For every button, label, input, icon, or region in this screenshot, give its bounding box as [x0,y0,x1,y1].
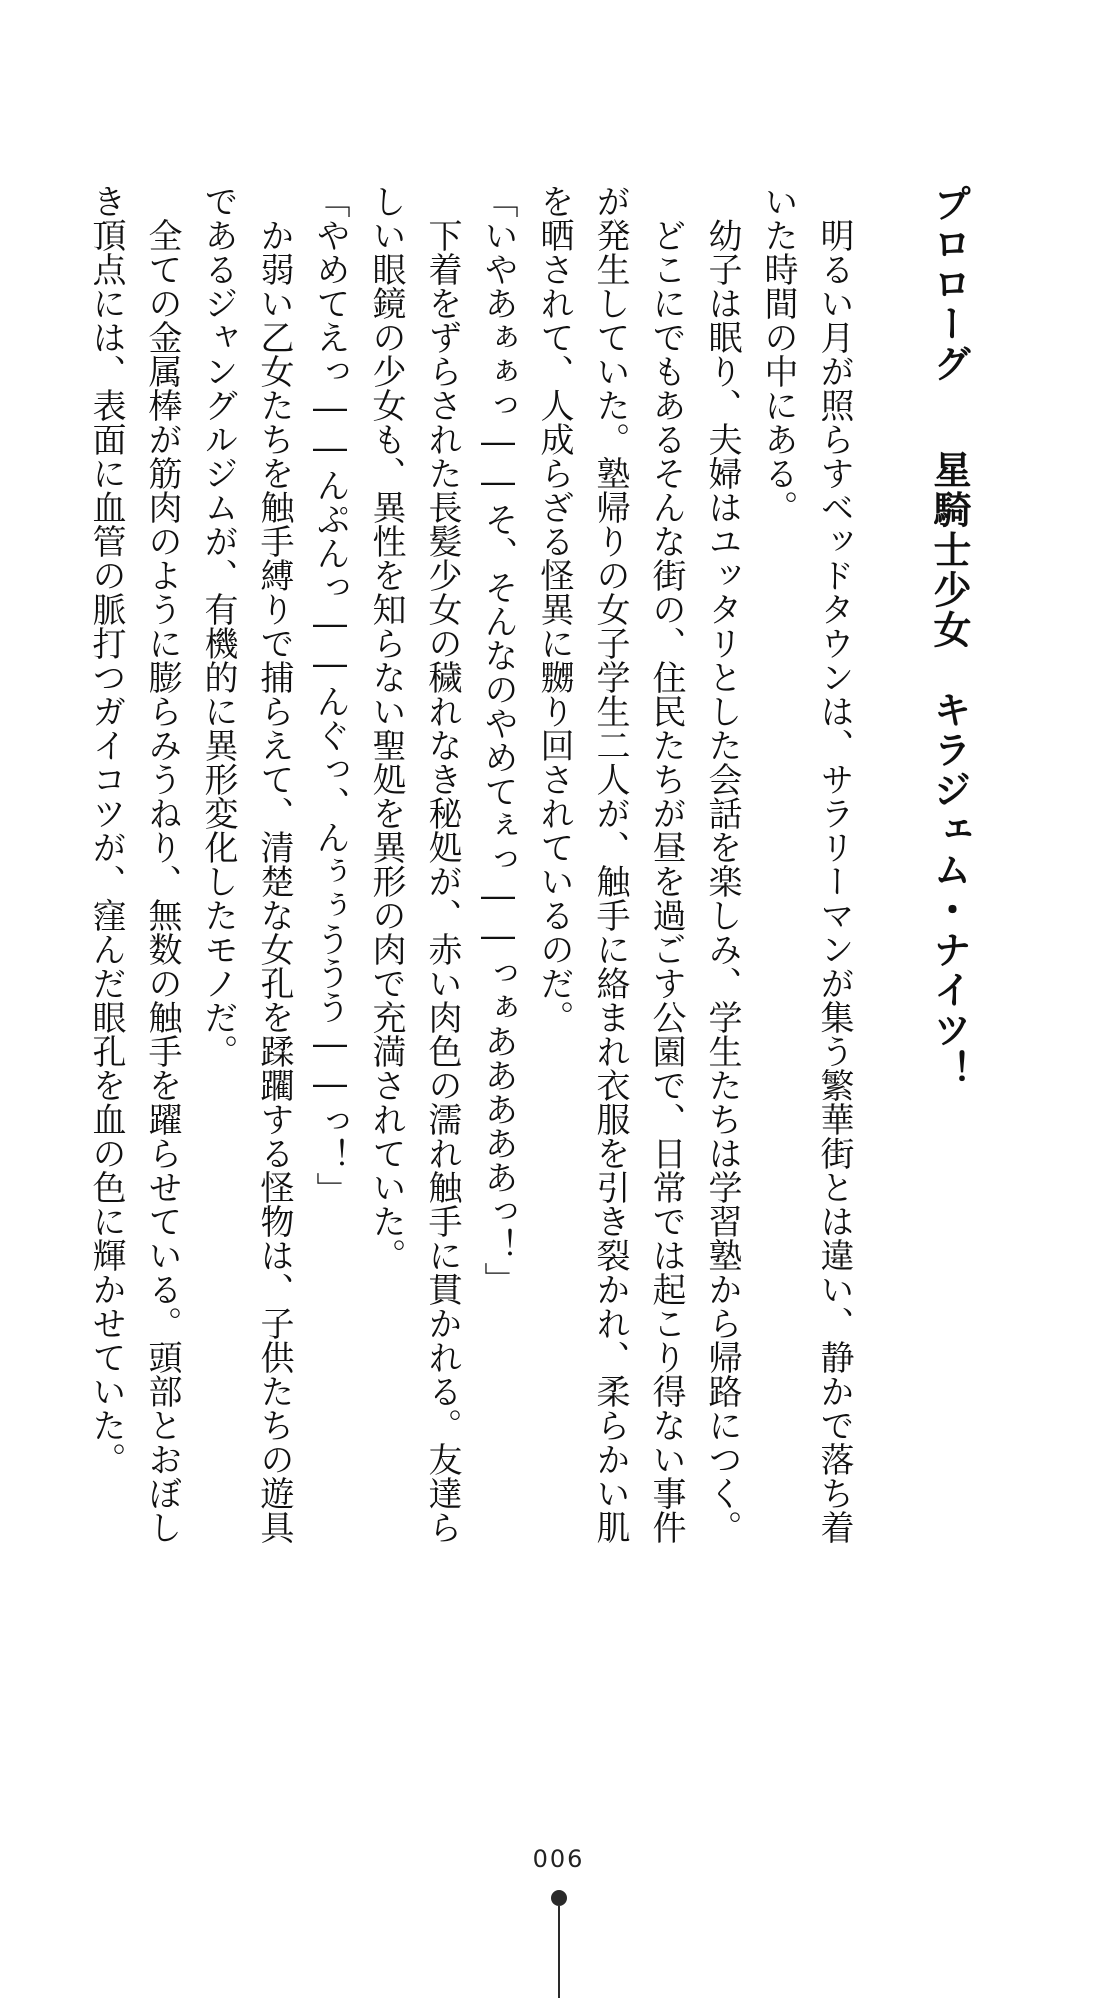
text-line: 幼子は眠り、夫婦はユッタリとした会話を楽しみ、学生たちは学習塾から帰路につく。 [702,184,742,1544]
text-line: か弱い乙女たちを触手縛りで捕らえて、清楚な女孔を蹂躙する怪物は、子供たちの遊具 [254,184,294,1544]
text-line: しい眼鏡の少女も、異性を知らない聖処を異形の肉で充満されていた。 [366,184,406,1272]
text-line: 明るい月が照らすベッドタウンは、サラリーマンが集う繁華街とは違い、静かで落ち着 [814,184,854,1544]
text-line: き頂点には、表面に血管の脈打つガイコツが、窪んだ眼孔を血の色に輝かせていた。 [86,184,126,1476]
text-line: どこにでもあるそんな街の、住民たちが昼を過ごす公園で、日常では起こり得ない事件 [646,184,686,1544]
text-line: いた時間の中にある。 [758,184,798,524]
chapter-label: プロローグ [927,184,971,384]
text-line: が発生していた。塾帰りの女子学生二人が、触手に絡まれ衣服を引き裂かれ、柔らかい肌 [590,184,630,1544]
text-line: 下着をずらされた長髪少女の穢れなき秘処が、赤い肉色の濡れ触手に貫かれる。友達ら [422,184,462,1544]
text-line: 「やめてえっ――んぷんっ――んぐっ、んぅぅううう――っ！」 [310,184,350,1206]
text-line: 「いやあぁぁっ――そ、そんなのやめてぇっ――っぁあああああっ！」 [478,184,518,1296]
text-line: であるジャングルジムが、有機的に異形変化したモノだ。 [198,184,238,1068]
page-pin-icon [548,1888,570,1998]
chapter-title: 星騎士少女 キラジェム・ナイツ！ [927,450,971,1090]
page-number: 006 [532,1845,585,1873]
text-line: 全ての金属棒が筋肉のように膨らみうねり、無数の触手を躍らせている。頭部とおぼし [142,184,182,1544]
chapter-heading [918,184,980,1724]
vertical-text-body [86,184,980,1724]
text-line: を晒されて、人成らざる怪異に嬲り回されているのだ。 [534,184,574,1034]
